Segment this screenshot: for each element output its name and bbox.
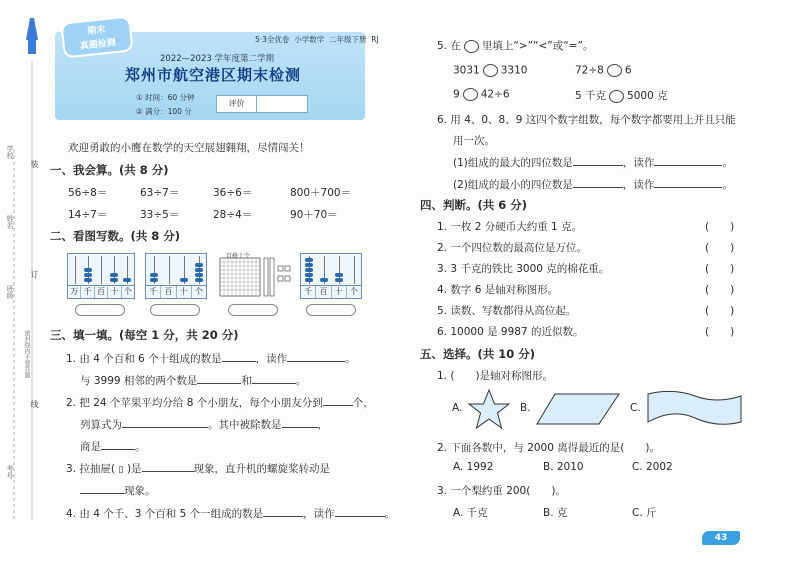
judge-paren-4[interactable]: ( ) — [705, 284, 735, 296]
place-label: 十 — [108, 286, 121, 298]
place-label: 个 — [349, 287, 358, 296]
binding-label-id: 考号 — [6, 465, 14, 479]
choice-3-option-b[interactable]: B. 克 — [543, 507, 568, 519]
q4-text: ，读作 — [303, 508, 335, 520]
compare-circle[interactable] — [609, 90, 624, 103]
q3-text: )是 — [126, 463, 142, 475]
judge-2: 2. 一个四位数的最高位是万位。 — [437, 242, 587, 254]
binding-label-class: 班级 — [6, 285, 14, 299]
judge-paren-6[interactable]: ( ) — [705, 326, 735, 338]
q2c-blank[interactable] — [101, 439, 135, 450]
place-label: 个 — [123, 287, 132, 296]
circle-icon — [464, 40, 479, 53]
judge-paren-1[interactable]: ( ) — [705, 221, 735, 233]
q2b-blank-2[interactable] — [282, 417, 318, 428]
compare-circle[interactable] — [483, 64, 498, 77]
q2b-text: 。其中被除数是 — [208, 419, 282, 431]
compare-right: 6 — [624, 64, 632, 77]
answer-box-3[interactable] — [228, 304, 278, 316]
place-label: 十 — [332, 286, 347, 298]
compare-circle[interactable] — [463, 88, 478, 101]
fill-q2b — [80, 417, 328, 432]
q1b-blank-2[interactable] — [252, 373, 296, 384]
place-label: 千 — [146, 286, 161, 298]
judge-paren-2[interactable]: ( ) — [705, 242, 735, 254]
q1-text: ，读作 — [255, 353, 288, 365]
q4-text: 4. 由 4 个千、3 个百和 5 个一组成的数是 — [66, 508, 264, 520]
place-label: 百 — [161, 286, 176, 298]
choice-2-option-c[interactable]: C. 2002 — [632, 461, 673, 473]
q6-2-blank-1[interactable] — [573, 177, 623, 188]
q1b-text: 与 3999 相邻的两个数是 — [80, 375, 198, 387]
q6-2-text: (2)组成的最小的四位数是 — [453, 179, 573, 191]
subject: 小学数学 — [294, 35, 325, 44]
grade: 二年级下册 — [329, 35, 367, 44]
q2b-blank-1[interactable] — [122, 417, 208, 428]
compare-3 — [453, 88, 510, 101]
compare-right: 42÷6 — [480, 88, 510, 101]
calc-1-1: 56÷8＝ — [68, 187, 108, 199]
binding-lines — [0, 0, 44, 565]
binding-marker-zhuang: 装 — [30, 160, 39, 168]
choice-1-option-c[interactable]: C. — [630, 402, 641, 414]
q2-text: 2. 把 24 个苹果平均分给 8 个小朋友，每个小朋友分到 — [66, 397, 323, 409]
logo-badge — [60, 15, 133, 58]
compare-left: 72÷8 — [575, 64, 604, 77]
calc-1-2: 63÷7＝ — [140, 187, 180, 199]
q2c-text: 。 — [135, 441, 146, 453]
intro-text: 欢迎勇敢的小鹰在数学的天空展翅翱翔，尽情闯关！ — [68, 142, 310, 154]
answer-box-1[interactable] — [75, 304, 125, 316]
q2-blank-1[interactable] — [323, 395, 353, 406]
q2b-text: ， — [317, 419, 328, 431]
calc-2-1: 14÷7＝ — [68, 209, 108, 221]
section5-title: 五、选择。(共 10 分) — [420, 347, 536, 361]
q6-1-text: 。 — [722, 157, 733, 169]
block-label: 百格十个 — [226, 253, 251, 260]
q5-title-start: 5. 在 — [437, 40, 461, 52]
q6-1 — [453, 155, 733, 170]
parallelogram-shape — [535, 392, 621, 426]
star-shape — [466, 388, 512, 430]
q3b-blank[interactable] — [80, 483, 124, 494]
choice-3: 3. 一个梨约重 200( )。 — [437, 485, 566, 497]
judge-paren-5[interactable]: ( ) — [705, 305, 735, 317]
fill-q1b — [80, 373, 306, 388]
place-label: 万 — [68, 286, 81, 298]
badge-line-2: 真题检测 — [79, 38, 117, 52]
answer-box-4[interactable] — [306, 304, 356, 316]
badge-line-1: 期末 — [86, 25, 106, 37]
judge-3: 3. 3 千克的铁比 3000 克的棉花重。 — [437, 263, 610, 275]
calc-2-3: 28÷4＝ — [213, 209, 253, 221]
place-label: 个 — [194, 287, 203, 296]
judge-5: 5. 读数、写数都得从高位起。 — [437, 305, 577, 317]
q6-text: 6. 用 4、0、8、9 这四个数字组数，每个数字都要用上并且只能 — [437, 114, 736, 126]
fill-q4 — [66, 506, 395, 521]
q2-text: 个， — [352, 397, 374, 409]
compare-left: 3031 — [453, 64, 480, 77]
binding-marker-xian: 线 — [30, 400, 39, 408]
eval-box — [216, 95, 308, 113]
compare-right: 5000 克 — [627, 90, 668, 102]
q2c-text: 商是 — [80, 441, 101, 453]
q1b-text: 和 — [241, 375, 252, 387]
series-info — [255, 34, 379, 45]
q1-blank-2[interactable] — [287, 351, 345, 362]
abacus-3 — [300, 253, 362, 299]
choice-2-option-b[interactable]: B. 2010 — [543, 461, 584, 473]
choice-3-option-a[interactable]: A. 千克 — [453, 507, 488, 519]
compare-2 — [575, 64, 632, 77]
q1b-text: 。 — [295, 375, 307, 387]
place-label: 千 — [301, 286, 316, 298]
page-number: 43 — [702, 531, 740, 545]
judge-4: 4. 数字 6 是轴对称图形。 — [437, 284, 559, 296]
q6-1-text: (1)组成的最大的四位数是 — [453, 157, 573, 169]
choice-1-option-b[interactable]: B. — [520, 402, 531, 414]
q1b-blank-1[interactable] — [197, 373, 241, 384]
q1-text: 。 — [345, 353, 356, 365]
compare-circle[interactable] — [607, 64, 622, 77]
q6-2 — [453, 177, 733, 192]
binding-cut-label: 密封线内不要答题 — [23, 330, 30, 378]
compare-right: 3310 — [500, 64, 528, 77]
q6-1-blank-2[interactable] — [654, 155, 722, 166]
answer-box-2[interactable] — [150, 304, 200, 316]
calc-2-2: 33÷5＝ — [140, 209, 180, 221]
q6-2-text: 。 — [722, 179, 733, 191]
place-label: 百 — [316, 286, 331, 298]
place-label: 千 — [81, 286, 94, 298]
q1-blank-1[interactable] — [222, 351, 256, 362]
place-label: 百 — [95, 286, 108, 298]
q1-text: 1. 由 4 个百和 6 个十组成的数是 — [66, 353, 222, 365]
abacus-2 — [145, 253, 207, 299]
compare-left: 9 — [453, 88, 460, 101]
q6-1-text: ，读作 — [622, 157, 655, 169]
q6-1-blank-1[interactable] — [573, 155, 623, 166]
judge-6: 6. 10000 是 9987 的近似数。 — [437, 326, 584, 338]
score-info: ② 满分：100 分 — [136, 107, 192, 116]
q6-2-text: ，读作 — [622, 179, 655, 191]
edition: RJ — [371, 35, 379, 44]
section2-title: 二、看图写数。(共 8 分) — [50, 229, 181, 243]
q3-text: 现象，直升机的螺旋桨转动是 — [193, 463, 331, 475]
binding-margin — [0, 0, 44, 565]
choice-1: 1. ( )是轴对称图形。 — [437, 370, 554, 382]
choice-2: 2. 下面各数中，与 2000 离得最近的是( )。 — [437, 442, 660, 454]
section4-title: 四、判断。(共 6 分) — [420, 198, 528, 212]
binding-label-name: 姓名 — [6, 215, 14, 229]
choice-1-option-a[interactable]: A. — [452, 402, 463, 414]
judge-1: 1. 一枚 2 分硬币大约重 1 克。 — [437, 221, 583, 233]
choice-3-option-c[interactable]: C. 斤 — [632, 507, 657, 519]
fill-q1 — [66, 351, 356, 366]
calc-2-4: 90＋70＝ — [290, 209, 338, 221]
section3-title: 三、填一填。(每空 1 分，共 20 分) — [50, 328, 239, 342]
place-label: 十 — [177, 286, 192, 298]
calc-1-4: 800＋700＝ — [290, 187, 352, 199]
q3b-text: 现象。 — [124, 485, 156, 497]
eval-field[interactable] — [257, 96, 307, 112]
compare-left: 5 千克 — [575, 90, 607, 102]
fill-q2c — [80, 439, 146, 454]
choice-2-option-a[interactable]: A. 1992 — [453, 461, 494, 473]
q4-text: 。 — [384, 508, 396, 520]
time-info: ① 时间：60 分钟 — [136, 93, 195, 102]
q2b-text: 列算式为 — [80, 419, 122, 431]
fill-q3: 3. 拉抽屉( ▯ )是 现象，直升机的螺旋桨转动是 — [66, 463, 331, 475]
eval-label: 评价 — [217, 96, 257, 112]
q5-title-end: 里填上“>”“<”或“=”。 — [481, 40, 594, 52]
binding-label-school: 学校 — [6, 145, 14, 159]
section1-title: 一、我会算。(共 8 分) — [50, 163, 169, 177]
q4-blank-1[interactable] — [263, 506, 303, 517]
fill-q3b — [80, 483, 156, 498]
compare-4 — [575, 88, 668, 103]
binding-marker-ding: 订 — [30, 270, 39, 278]
q4-blank-2[interactable] — [335, 506, 385, 517]
q6-2-blank-2[interactable] — [654, 177, 722, 188]
page-title: 郑州市航空港区期末检测 — [125, 66, 302, 84]
school-year: 2022—2023 学年度第二学期 — [160, 54, 274, 64]
q6b-text: 用一次。 — [453, 135, 495, 147]
wave-shape — [645, 390, 743, 426]
q3-blank-1[interactable] — [142, 461, 194, 472]
q5-title — [437, 38, 593, 53]
compare-1 — [453, 64, 527, 77]
fill-q2 — [66, 395, 374, 410]
q3-text: 3. 拉抽屉( — [66, 463, 115, 475]
series-name: 5·3全优卷 — [255, 35, 290, 44]
calc-1-3: 36÷6＝ — [213, 187, 253, 199]
abacus-1 — [67, 253, 135, 299]
judge-paren-3[interactable]: ( ) — [705, 263, 735, 275]
